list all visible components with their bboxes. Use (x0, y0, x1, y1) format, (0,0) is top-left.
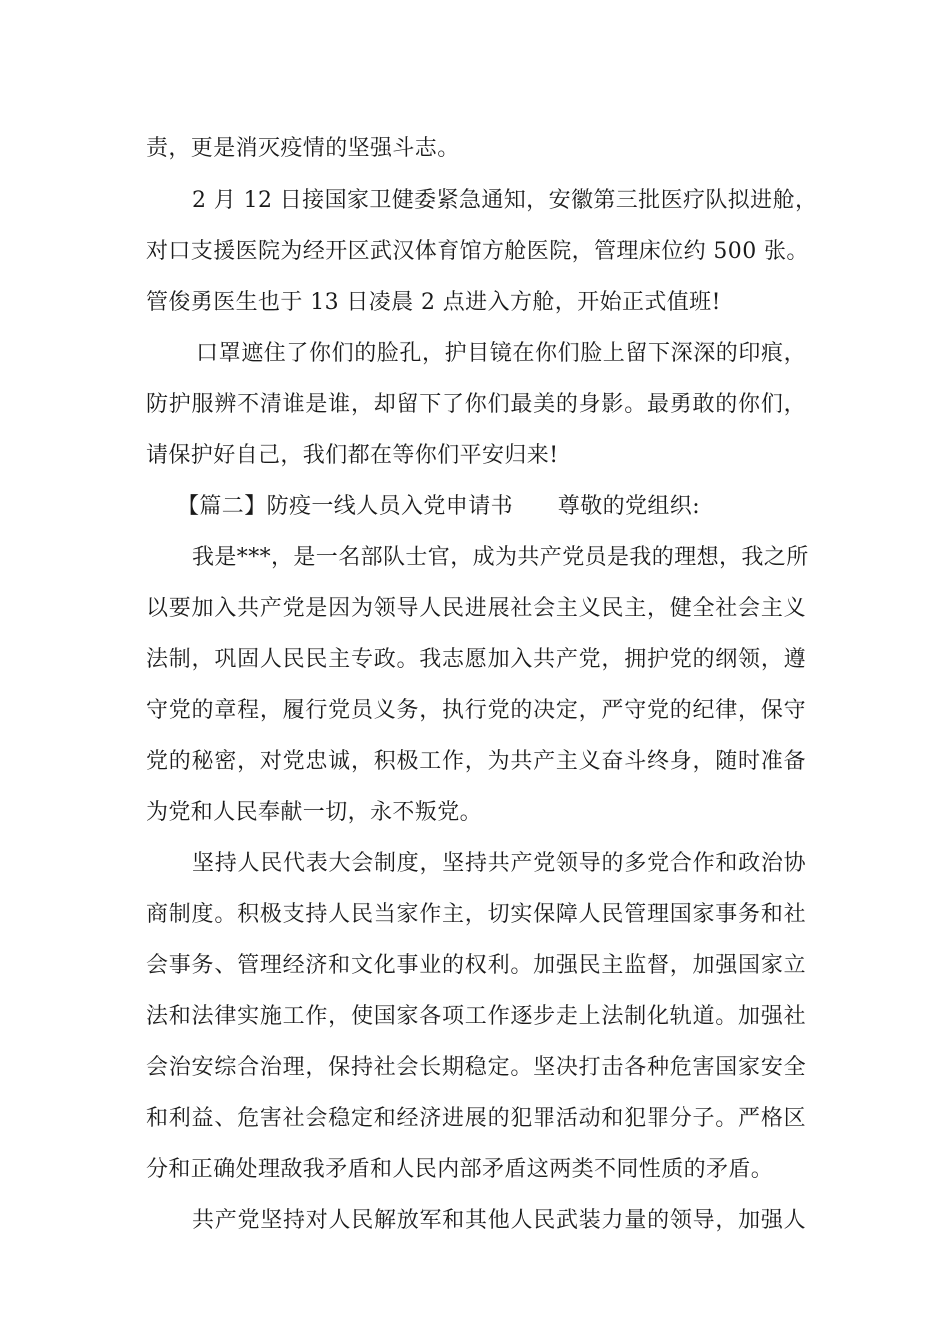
text-line: 党的秘密，对党忠诚，积极工作，为共产主义奋斗终身，随时准备 (146, 749, 806, 774)
text-line: 防护服辨不清谁是谁，却留下了你们最美的身影。最勇敢的你们， (146, 392, 806, 417)
text-line: 责，更是消灭疫情的坚强斗志。 (146, 136, 460, 161)
paragraph-first-line: 坚持人民代表大会制度，坚持共产党领导的多党合作和政治协 (192, 851, 806, 876)
paragraph-first-line: 口罩遮住了你们的脸孔，护目镜在你们脸上留下深深的印痕， (196, 341, 806, 366)
text-line: 会治安综合治理，保持社会长期稳定。坚决打击各种危害国家安全 (146, 1055, 806, 1080)
text-line: 法制，巩固人民民主专政。我志愿加入共产党，拥护党的纲领，遵 (146, 647, 806, 672)
text-line: 会事务、管理经济和文化事业的权利。加强民主监督，加强国家立 (146, 953, 806, 978)
section-heading: 【篇二】防疫一线人员入党申请书 尊敬的党组织: (177, 494, 701, 519)
text-line: 对口支援医院为经开区武汉体育馆方舱医院，管理床位约 500 张。 (146, 239, 809, 264)
paragraph-first-line: 我是***，是一名部队士官，成为共产党员是我的理想，我之所 (192, 545, 809, 570)
text-line: 守党的章程，履行党员义务，执行党的决定，严守党的纪律，保守 (146, 698, 806, 723)
text-line: 商制度。积极支持人民当家作主，切实保障人民管理国家事务和社 (146, 902, 806, 927)
text-line: 管俊勇医生也于 13 日凌晨 2 点进入方舱，开始正式值班! (146, 290, 721, 315)
text-line: 和利益、危害社会稳定和经济进展的犯罪活动和犯罪分子。严格区 (146, 1106, 806, 1131)
text-line: 为党和人民奉献一切，永不叛党。 (146, 800, 483, 825)
text-line: 分和正确处理敌我矛盾和人民内部矛盾这两类不同性质的矛盾。 (146, 1157, 774, 1182)
text-line: 请保护好自己，我们都在等你们平安归来! (146, 443, 559, 468)
text-line: 以要加入共产党是因为领导人民进展社会主义民主，健全社会主义 (146, 596, 806, 621)
text-line: 法和法律实施工作，使国家各项工作逐步走上法制化轨道。加强社 (146, 1004, 806, 1029)
paragraph-first-line: 共产党坚持对人民解放军和其他人民武装力量的领导，加强人 (192, 1208, 806, 1233)
paragraph-first-line: 2 月 12 日接国家卫健委紧急通知，安徽第三批医疗队拟进舱， (192, 188, 818, 213)
